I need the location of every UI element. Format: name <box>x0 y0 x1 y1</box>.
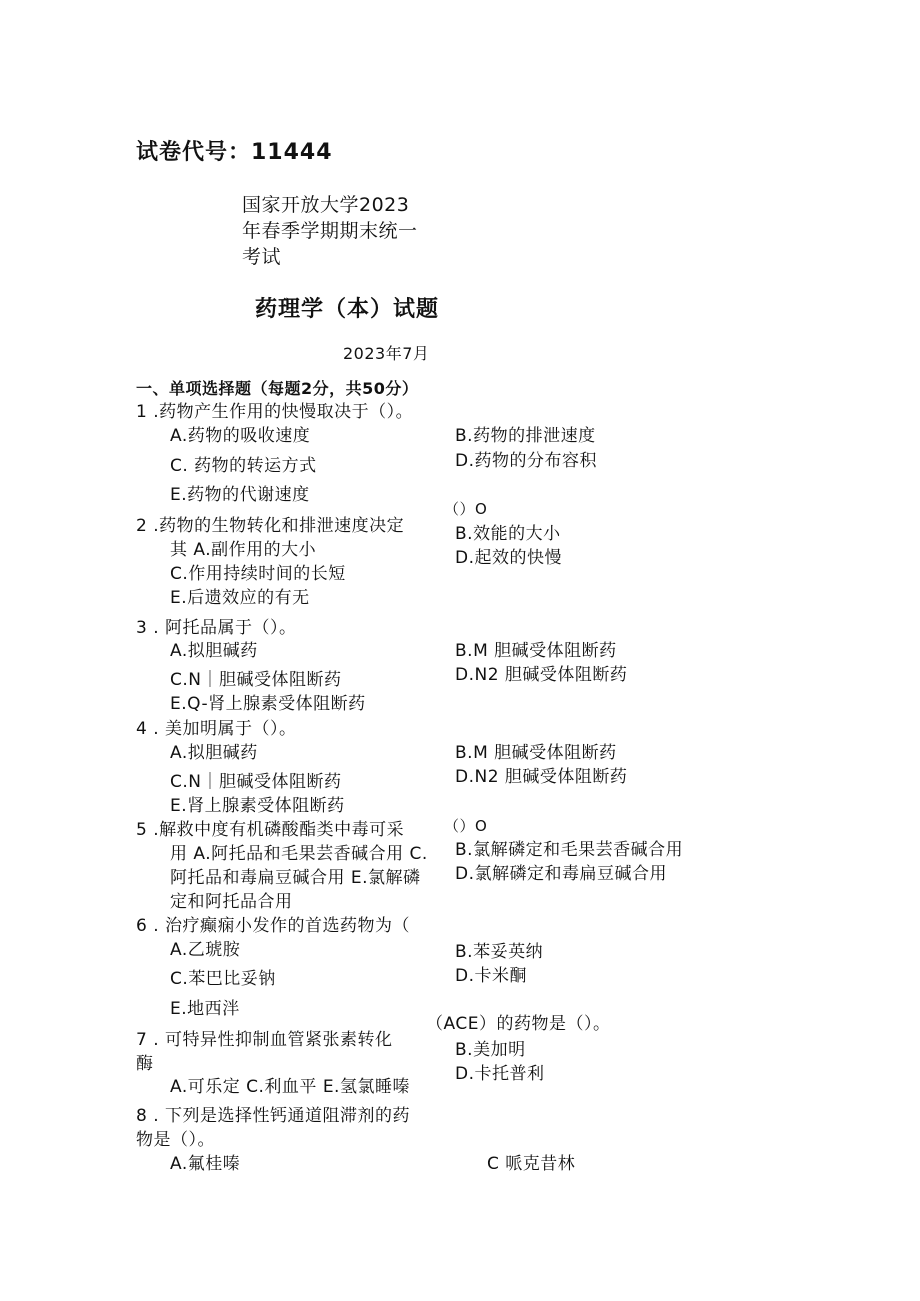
q5-stem-line-1: 5 .解救中度有机磷酸酯类中毒可采 <box>136 820 405 840</box>
university-line-3: 考试 <box>242 246 282 268</box>
q4-stem: 4 . 美加明属于（）。 <box>136 719 297 739</box>
q3-option-c: C.N｜胆碱受体阻断药 <box>170 670 342 690</box>
q6-option-b: B.苯妥英纳 <box>455 942 544 962</box>
q6-option-c: C.苯巴比妥钠 <box>170 969 276 989</box>
q5-stem-line-3: 阿托品和毒扁豆碱合用 E.氯解磷 <box>170 868 421 888</box>
q7-paren: （ACE）的药物是（）。 <box>426 1014 611 1034</box>
exam-code: 试卷代号：11444 <box>136 140 333 165</box>
q3-option-e: E.Q-肾上腺素受体阻断药 <box>170 694 366 714</box>
q2-option-e: E.后遗效应的有无 <box>170 588 310 608</box>
q3-option-d: D.N2 胆碱受体阻断药 <box>455 665 628 685</box>
q7-option-b: B.美加明 <box>455 1040 526 1060</box>
university-line-1: 国家开放大学2023 <box>242 194 410 216</box>
q4-option-e: E.肾上腺素受体阻断药 <box>170 796 345 816</box>
q2-stem-line-1: 2 .药物的生物转化和排泄速度决定 <box>136 516 405 536</box>
q1-option-d: D.药物的分布容积 <box>455 451 597 471</box>
q5-paren: （）O <box>444 817 488 835</box>
exam-date: 2023年7月 <box>343 344 430 363</box>
q7-options-ace: A.可乐定 C.利血平 E.氢氯睡嗪 <box>170 1077 410 1097</box>
q7-option-d: D.卡托普利 <box>455 1064 545 1084</box>
q4-option-d: D.N2 胆碱受体阻断药 <box>455 767 628 787</box>
q2-option-d: D.起效的快慢 <box>455 548 562 568</box>
q7-stem-line-1: 7 . 可特异性抑制血管紧张素转化 <box>136 1030 393 1050</box>
q4-option-b: B.M 胆碱受体阻断药 <box>455 743 617 763</box>
q5-stem-line-2: 用 A.阿托品和毛果芸香碱合用 C. <box>170 844 428 864</box>
section-heading: 一、单项选择题（每题2分，共50分） <box>136 379 419 398</box>
q4-option-a: A.拟胆碱药 <box>170 743 258 763</box>
q1-stem: 1 .药物产生作用的快慢取决于（）。 <box>136 402 414 422</box>
q6-stem: 6 . 治疗癫痫小发作的首选药物为（ <box>136 916 411 936</box>
q3-option-b: B.M 胆碱受体阻断药 <box>455 641 617 661</box>
q8-stem-line-2: 物是（）。 <box>136 1130 215 1150</box>
university-line-2: 年春季学期期末统一 <box>242 220 418 242</box>
q6-option-d: D.卡米酮 <box>455 966 527 986</box>
q1-option-a: A.药物的吸收速度 <box>170 426 311 446</box>
q6-option-a: A.乙琥胺 <box>170 940 241 960</box>
q2-option-b: B.效能的大小 <box>455 524 561 544</box>
q5-option-d: D.氯解磷定和毒扁豆碱合用 <box>455 864 667 884</box>
q8-stem-line-1: 8 . 下列是选择性钙通道阻滞剂的药 <box>136 1106 411 1126</box>
q1-option-b: B.药物的排泄速度 <box>455 426 596 446</box>
q2-option-c: C.作用持续时间的长短 <box>170 564 346 584</box>
q1-option-e: E.药物的代谢速度 <box>170 485 310 505</box>
q7-stem-line-2: 酶 <box>136 1054 154 1074</box>
q8-option-a: A.氟桂嗪 <box>170 1154 241 1174</box>
q8-option-c: C 哌克昔林 <box>487 1154 576 1174</box>
q4-option-c: C.N｜胆碱受体阻断药 <box>170 772 342 792</box>
exam-title: 药理学（本）试题 <box>255 297 440 322</box>
q3-option-a: A.拟胆碱药 <box>170 641 258 661</box>
q3-stem: 3 . 阿托品属于（）。 <box>136 618 297 638</box>
q5-option-b: B.氯解磷定和毛果芸香碱合用 <box>455 840 684 860</box>
q6-option-e: E.地西泮 <box>170 999 240 1019</box>
q5-stem-line-4: 定和阿托品合用 <box>170 892 293 912</box>
q2-stem-line-2: 其 A.副作用的大小 <box>170 540 317 560</box>
q2-paren: （）O <box>444 500 488 518</box>
q1-option-c: C. 药物的转运方式 <box>170 456 317 476</box>
